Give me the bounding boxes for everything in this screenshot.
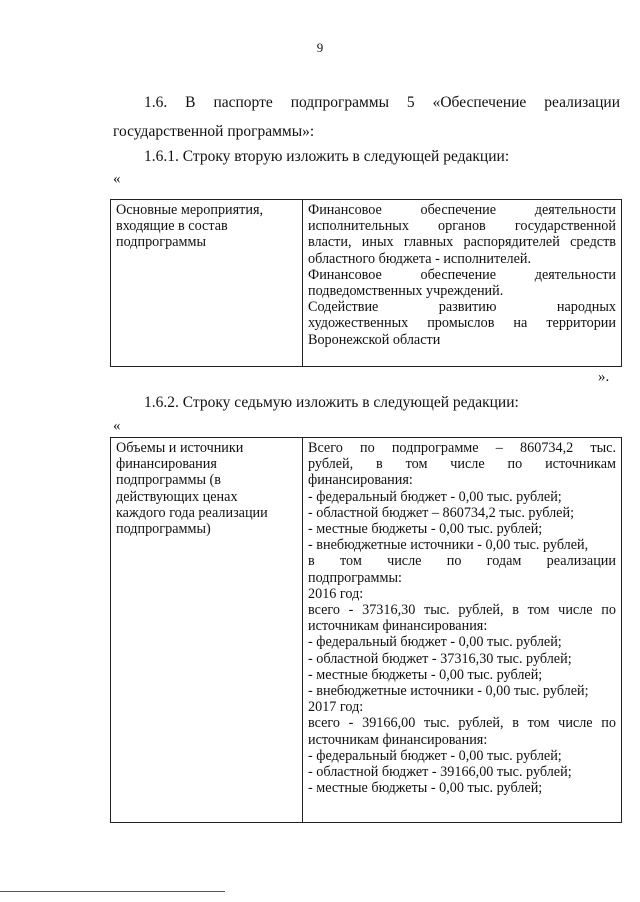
table1-right-line: подведомственных учреждений. xyxy=(308,283,504,300)
table1-right-line: Содействие развитию народных xyxy=(308,299,616,316)
table2-right-line: 2016 год: xyxy=(308,585,364,602)
table1-right-line: Воронежской области xyxy=(308,331,441,348)
table2-left-line: подпрограммы) xyxy=(116,521,211,538)
table1-left-line: Основные мероприятия, xyxy=(116,202,264,218)
table1-right-line: Финансовое обеспечение деятельности xyxy=(308,202,616,218)
section-1-6-line-1: 1.6. В паспорте подпрограммы 5 «Обеспечение реализации xyxy=(144,94,620,111)
table2-left-line: действующих ценах xyxy=(116,488,238,505)
table2-left-cell xyxy=(111,438,303,823)
table-financing xyxy=(110,437,622,823)
table2-right-line: 2017 год: xyxy=(308,699,364,716)
table1-right-line: Финансовое обеспечение деятельности xyxy=(308,266,616,283)
table2-left-line: подпрограммы (в xyxy=(116,472,221,489)
table2-right-line: - федеральный бюджет - 0,00 тыс. рублей; xyxy=(308,747,562,764)
table-main-activities xyxy=(110,199,622,367)
table2-right-cell xyxy=(303,438,622,823)
table1-left-line: подпрограммы xyxy=(116,234,206,251)
table2-left-line: каждого года реализации xyxy=(116,504,268,521)
table2-right-line: - областной бюджет - 37316,30 тыс. рублей; xyxy=(308,650,572,667)
table2-right-line: - областной бюджет - 39166,00 тыс. рублей; xyxy=(308,764,572,781)
table1-right-line: областного бюджета - исполнителей. xyxy=(308,250,532,267)
table2-right-line: рублей, в том числе по источникам xyxy=(308,456,616,473)
table2-right-line: - внебюджетные источники - 0,00 тыс. рублей; xyxy=(308,683,589,700)
table2-right-line: - местные бюджеты - 0,00 тыс. рублей; xyxy=(308,780,543,797)
page-number: 9 xyxy=(316,40,324,55)
quote-open-1: « xyxy=(113,171,121,187)
table2-right-line: источникам финансирования: xyxy=(308,731,488,748)
table2-right-line: в том числе по годам реализации xyxy=(308,553,616,570)
table2-right-line: источникам финансирования: xyxy=(308,618,488,635)
table1-right-line: художественных промыслов на территории xyxy=(308,315,616,332)
table1-right-cell xyxy=(303,200,622,367)
item-1-6-2: 1.6.2. Строку седьмую изложить в следующей редакции: xyxy=(144,394,519,411)
table2-left-line: Объемы и источники xyxy=(116,440,244,456)
table2-right-line: - федеральный бюджет - 0,00 тыс. рублей; xyxy=(308,634,562,651)
table1-right-line: исполнительных органов государственной xyxy=(308,218,616,235)
table2-right-line: - местные бюджеты - 0,00 тыс. рублей; xyxy=(308,666,543,683)
table2-right-line: - внебюджетные источники - 0,00 тыс. рублей, xyxy=(308,537,589,554)
table-row xyxy=(111,200,622,367)
table2-right-line: всего - 39166,00 тыс. рублей, в том числе по xyxy=(308,715,616,732)
table2-right-line: - областной бюджет – 860734,2 тыс. рублей; xyxy=(308,504,575,521)
table2-right-line: подпрограммы: xyxy=(308,569,402,586)
table1-right-line: власти, иных главных распорядителей средств xyxy=(308,234,616,251)
table2-right-line: - местные бюджеты - 0,00 тыс. рублей; xyxy=(308,521,543,538)
table-row xyxy=(111,438,622,823)
section-1-6-line-2: государственной программы»: xyxy=(113,123,315,140)
table1-left-line: входящие в состав xyxy=(116,218,228,235)
footer-rule xyxy=(0,891,225,892)
table2-right-line: всего - 37316,30 тыс. рублей, в том числе по xyxy=(308,602,616,619)
table2-right-line: - федеральный бюджет - 0,00 тыс. рублей; xyxy=(308,488,562,505)
table2-right-line: Всего по подпрограмме – 860734,2 тыс. xyxy=(308,440,616,456)
quote-open-2: « xyxy=(113,418,121,434)
table1-left-cell xyxy=(111,200,303,367)
table2-right-line: финансирования: xyxy=(308,472,413,489)
table2-left-line: финансирования xyxy=(116,456,217,473)
quote-close-1: ». xyxy=(598,369,610,385)
item-1-6-1: 1.6.1. Строку вторую изложить в следующей редакции: xyxy=(144,148,510,165)
